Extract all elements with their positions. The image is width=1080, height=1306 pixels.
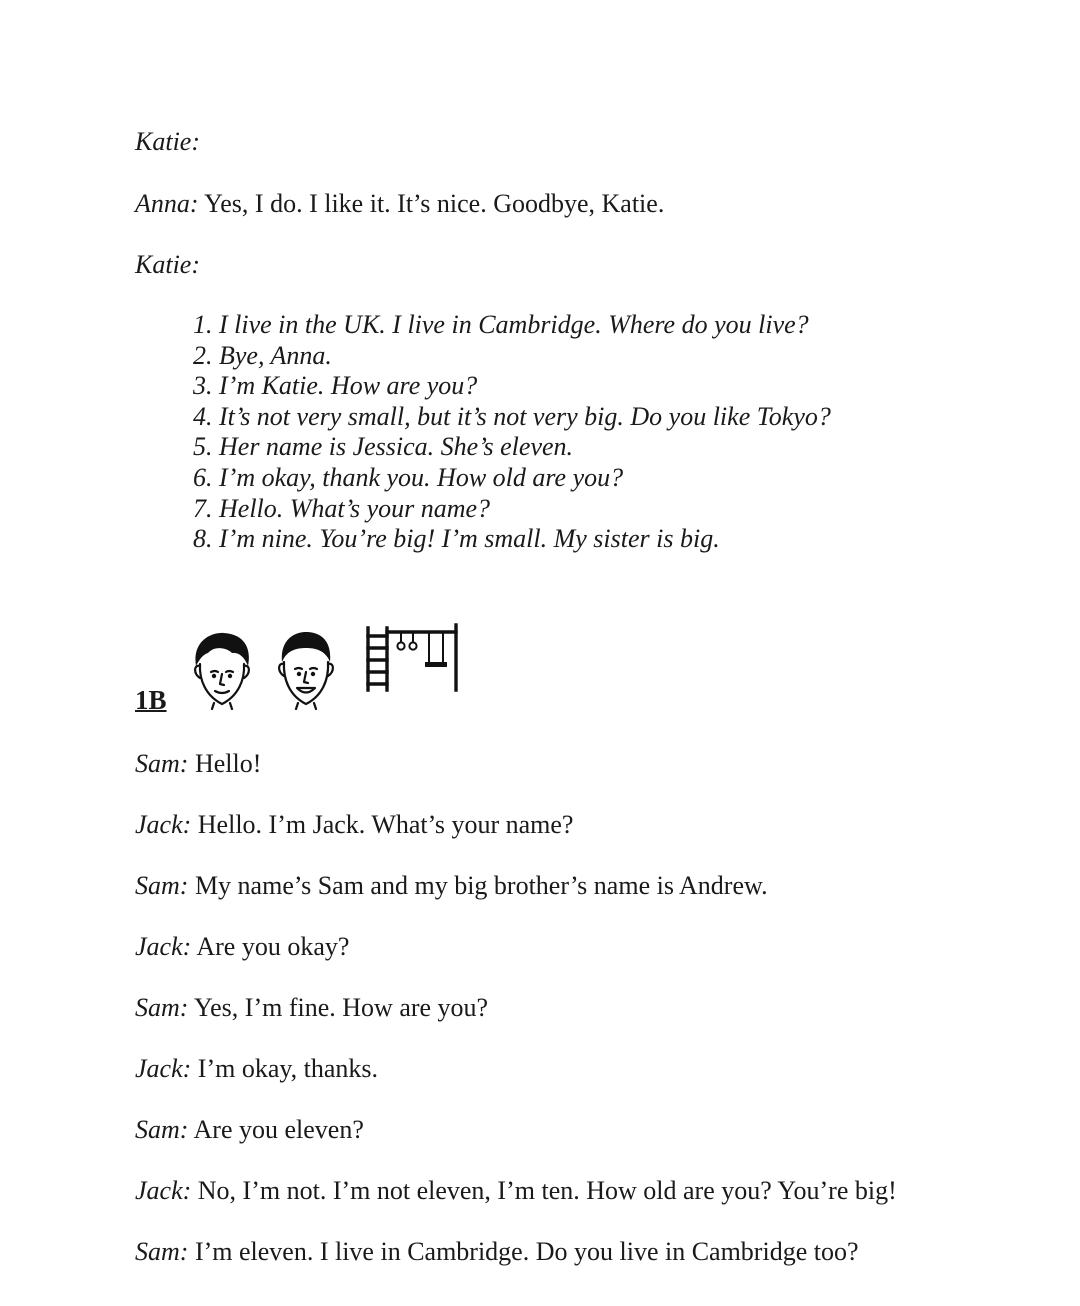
- dialogue-line: [135, 1236, 859, 1268]
- speaker-label: Katie:: [135, 250, 200, 279]
- answer-options-list: [193, 310, 831, 555]
- answer-option: 2. Bye, Anna.: [193, 340, 332, 370]
- speaker-label: Sam:: [135, 993, 189, 1022]
- dialogue-text: I’m eleven. I live in Cambridge. Do you live in Cambridge too?: [188, 1237, 859, 1266]
- speaker-label: Jack:: [135, 1176, 192, 1205]
- dialogue-line: [135, 992, 488, 1024]
- answer-option: 1. I live in the UK. I live in Cambridge. Where do you live?: [193, 310, 809, 339]
- speaker-label: Jack:: [135, 1054, 192, 1083]
- speaker-label: Katie:: [135, 127, 200, 156]
- answer-option: 8. I’m nine. You’re big! I’m small. My sister is big.: [193, 524, 720, 554]
- boy-face-smiling-icon: [272, 628, 340, 710]
- dialogue-text: Are you okay?: [191, 932, 350, 961]
- speaker-label: Sam:: [135, 749, 189, 778]
- speaker-label: Anna:: [135, 189, 199, 218]
- dialogue-text: Yes, I’m fine. How are you?: [188, 993, 489, 1022]
- dialogue-line: [135, 809, 573, 841]
- answer-option: 5. Her name is Jessica. She’s eleven.: [193, 432, 574, 462]
- dialogue-line: [135, 188, 664, 220]
- dialogue-text: Hello. I’m Jack. What’s your name?: [191, 810, 574, 839]
- dialogue-line: [135, 1114, 364, 1146]
- dialogue-line: [135, 1053, 378, 1085]
- speaker-label: Jack:: [135, 932, 192, 961]
- dialogue-line: [135, 126, 200, 158]
- boy-face-icon: [186, 628, 258, 710]
- dialogue-line: [135, 870, 768, 902]
- dialogue-line: [135, 748, 261, 780]
- dialogue-text: No, I’m not. I’m not eleven, I’m ten. How old are you? You’re big!: [191, 1176, 897, 1205]
- dialogue-line: [135, 1175, 897, 1207]
- section-heading: 1B: [135, 685, 167, 715]
- dialogue-text: My name’s Sam and my big brother’s name is Andrew.: [188, 871, 768, 900]
- dialogue-text: Are you eleven?: [188, 1115, 364, 1144]
- speaker-label: Sam:: [135, 871, 189, 900]
- answer-option: 4. It’s not very small, but it’s not very big. Do you like Tokyo?: [193, 401, 831, 431]
- dialogue-line: [135, 931, 349, 963]
- dialogue-text: I’m okay, thanks.: [191, 1054, 379, 1083]
- dialogue-line: [135, 249, 200, 281]
- dialogue-text: Yes, I do. I like it. It’s nice. Goodbye, Katie.: [198, 189, 665, 218]
- speaker-label: Sam:: [135, 1115, 189, 1144]
- answer-option: 3. I’m Katie. How are you?: [193, 371, 478, 401]
- speaker-label: Jack:: [135, 810, 192, 839]
- playground-climbing-frame-icon: [363, 622, 463, 694]
- answer-option: 6. I’m okay, thank you. How old are you?: [193, 462, 624, 492]
- answer-option: 7. Hello. What’s your name?: [193, 493, 491, 523]
- speaker-label: Sam:: [135, 1237, 189, 1266]
- dialogue-text: Hello!: [188, 749, 262, 778]
